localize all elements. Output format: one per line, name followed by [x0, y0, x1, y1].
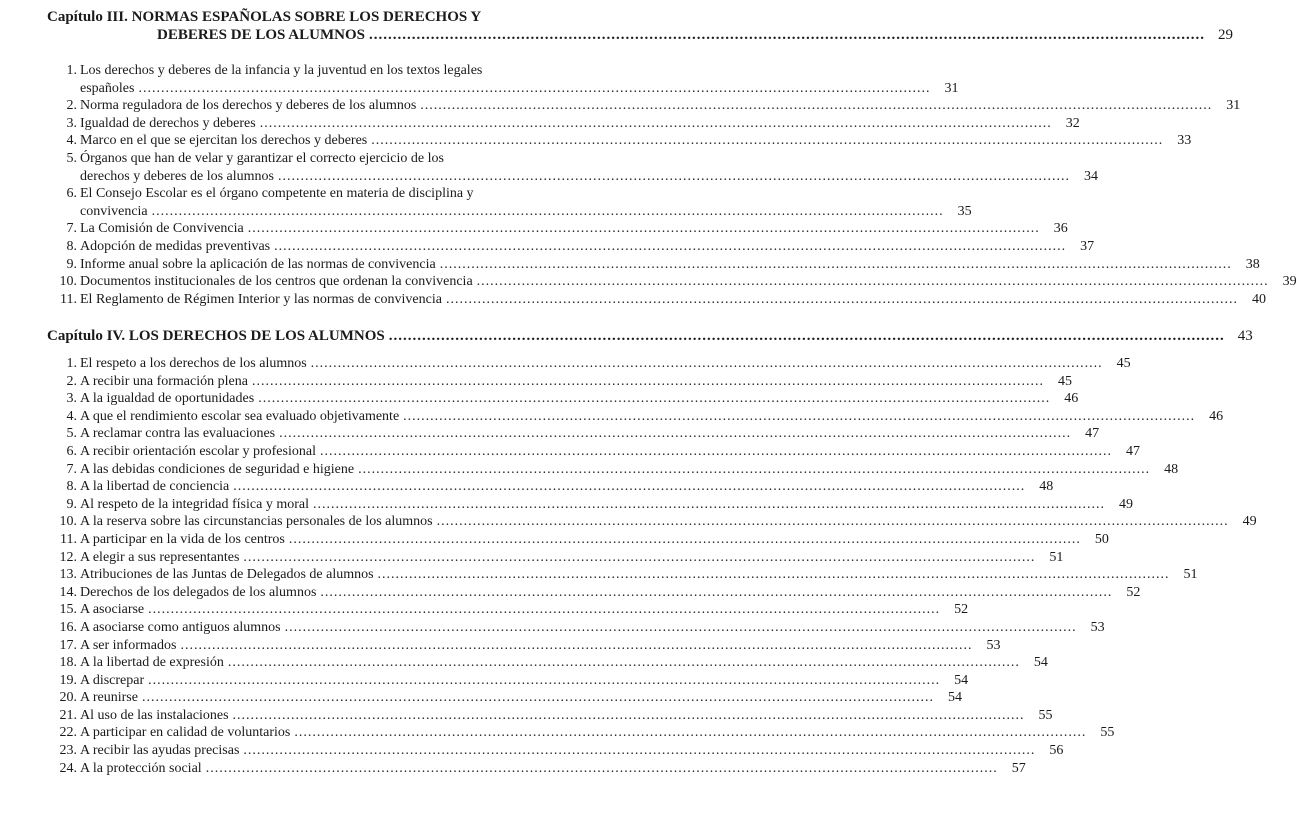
toc-entry	[47, 273, 1297, 291]
leader-dots	[313, 496, 1105, 514]
page-number: 36	[1053, 221, 1068, 237]
entry-number: 1.	[66, 356, 77, 371]
entry-body	[80, 760, 1026, 778]
chapter-4-heading	[47, 327, 1253, 345]
entry-title: A ser informados	[80, 637, 177, 653]
entry-title: Al uso de las instalaciones	[80, 707, 229, 723]
leader-dots	[420, 97, 1212, 115]
toc-entry	[47, 220, 1068, 238]
entry-number: 7.	[66, 221, 77, 237]
entry-title: Informe anual sobre la aplicación de las normas de convivencia	[80, 256, 436, 272]
toc-entry	[47, 461, 1179, 479]
leader-dots	[233, 478, 1025, 496]
entry-number: 8.	[66, 238, 77, 254]
leader-dots	[233, 707, 1025, 725]
toc-entry	[47, 408, 1224, 426]
entry-body	[80, 443, 1140, 461]
leader-dots	[243, 742, 1035, 760]
toc-entry	[47, 132, 1192, 150]
leader-dots	[285, 619, 1077, 637]
page-number: 57	[1011, 760, 1026, 776]
toc-entry	[47, 742, 1064, 760]
chapter-3-heading	[47, 8, 1233, 44]
page-number: 51	[1183, 567, 1198, 583]
entry-number: 3.	[66, 391, 77, 407]
page-number: 52	[1126, 584, 1141, 600]
entry-line	[80, 443, 1140, 461]
toc-entry	[47, 115, 1080, 133]
leader-dots	[148, 601, 940, 619]
entry-body	[80, 549, 1063, 567]
page-number: 43	[1237, 328, 1253, 344]
entry-body	[80, 689, 962, 707]
toc-entry	[47, 601, 969, 619]
entry-line	[80, 203, 972, 221]
entry-line	[80, 238, 1094, 256]
leader-dots	[248, 220, 1040, 238]
toc-entry	[47, 637, 1001, 655]
toc-entry	[47, 425, 1100, 443]
entry-number: 4.	[66, 133, 77, 149]
leader-dots	[440, 256, 1232, 274]
leader-dots	[378, 566, 1170, 584]
toc-entry	[47, 478, 1054, 496]
entry-body	[80, 619, 1105, 637]
entry-body	[80, 637, 1000, 655]
page-number: 38	[1245, 256, 1260, 272]
entry-body	[80, 256, 1260, 274]
entry-number: 24.	[59, 760, 77, 776]
page-number: 55	[1038, 707, 1053, 723]
leader-dots	[274, 238, 1066, 256]
entry-title: El respeto a los derechos de los alumnos	[80, 356, 307, 371]
entry-number: 2.	[66, 98, 77, 114]
leader-dots	[320, 584, 1112, 602]
page-number: 29	[1217, 27, 1233, 43]
entry-title: A la igualdad de oportunidades	[80, 391, 255, 407]
entry-line	[80, 672, 968, 690]
entry-number: 6.	[66, 186, 77, 202]
page-number: 39	[1282, 274, 1297, 290]
entry-body	[80, 461, 1178, 479]
entry-body	[80, 150, 1098, 185]
entry-title: A asociarse	[80, 602, 145, 618]
entry-line	[80, 724, 1114, 742]
toc-entry	[47, 373, 1072, 391]
page-number: 54	[954, 672, 969, 688]
toc-entry	[47, 97, 1241, 115]
entry-body	[80, 425, 1099, 443]
toc-entry	[47, 256, 1260, 274]
entry-number: 11.	[60, 531, 77, 547]
leader-dots	[320, 443, 1112, 461]
entry-title: A la libertad de conciencia	[80, 479, 230, 495]
toc-entry	[47, 549, 1064, 567]
entry-title: Órganos que han de velar y garantizar el correcto ejercicio de los	[80, 150, 444, 166]
entry-line	[80, 619, 1105, 637]
entry-body	[80, 390, 1078, 408]
entry-number: 14.	[59, 584, 77, 600]
entry-line	[80, 513, 1257, 531]
entry-number: 2.	[66, 373, 77, 389]
page-number: 45	[1116, 356, 1131, 371]
entry-title: A recibir una formación plena	[80, 373, 248, 389]
toc-entry	[47, 672, 969, 690]
page-number: 31	[944, 80, 959, 96]
entry-number: 22.	[59, 725, 77, 741]
entry-line	[80, 707, 1053, 725]
toc-entry	[47, 566, 1198, 584]
entry-number: 17.	[59, 637, 77, 653]
leader-dots	[437, 513, 1229, 531]
page-number: 37	[1080, 238, 1095, 254]
entry-title: convivencia	[80, 203, 148, 219]
entry-body	[80, 97, 1240, 115]
toc-entry	[47, 150, 1098, 185]
entry-body	[80, 355, 1131, 373]
page-number: 40	[1251, 291, 1266, 307]
entry-line	[80, 742, 1063, 760]
entry-body	[80, 531, 1109, 549]
entry-title: El Consejo Escolar es el órgano competente en materia de disciplina y	[80, 186, 474, 202]
page-number: 48	[1039, 479, 1054, 495]
leader-dots	[260, 115, 1052, 133]
entry-title: A reunirse	[80, 690, 138, 706]
leader-dots	[152, 203, 944, 221]
entry-title: Norma reguladora de los derechos y deberes de los alumnos	[80, 98, 417, 114]
entry-number: 4.	[66, 408, 77, 424]
entry-title: Adopción de medidas preventivas	[80, 238, 271, 254]
entry-body	[80, 238, 1094, 256]
entry-line	[80, 425, 1099, 443]
entry-body	[80, 373, 1072, 391]
entry-title: A las debidas condiciones de seguridad e higiene	[80, 461, 355, 477]
entry-body	[80, 62, 958, 97]
page-number: 53	[1090, 619, 1105, 635]
entry-number: 1.	[66, 63, 77, 78]
entry-number: 3.	[66, 115, 77, 131]
entry-title: El Reglamento de Régimen Interior y las normas de convivencia	[80, 291, 442, 307]
toc-entry	[47, 355, 1131, 373]
entry-line	[80, 220, 1068, 238]
entry-line	[80, 115, 1080, 133]
entry-number: 9.	[66, 256, 77, 272]
leader-dots	[289, 531, 1081, 549]
leader-dots	[228, 654, 1020, 672]
entry-body	[80, 496, 1133, 514]
toc-entry	[47, 513, 1257, 531]
leader-dots	[138, 80, 930, 98]
toc-entry	[47, 185, 972, 220]
entry-body	[80, 291, 1266, 309]
entry-line	[80, 97, 1240, 115]
entry-line	[80, 566, 1198, 584]
page-number: 54	[947, 690, 962, 706]
entry-number: 10.	[59, 514, 77, 530]
toc-entry	[47, 707, 1053, 725]
leader-dots	[371, 132, 1163, 150]
page-number: 55	[1100, 725, 1115, 741]
entry-number: 7.	[66, 461, 77, 477]
entry-number: 6.	[66, 443, 77, 459]
entry-line	[80, 654, 1048, 672]
chapter-title: DEBERES DE LOS ALUMNOS	[157, 27, 365, 43]
entry-number: 10.	[59, 274, 77, 290]
entry-body	[80, 601, 968, 619]
page-number: 56	[1049, 743, 1064, 759]
page-number: 48	[1164, 461, 1179, 477]
chapter-4-entries	[47, 355, 1257, 777]
entry-title: Documentos institucionales de los centros que ordenan la convivencia	[80, 274, 473, 290]
entry-title: Atribuciones de las Juntas de Delegados de alumnos	[80, 567, 374, 583]
page-number: 32	[1065, 115, 1080, 131]
entry-line	[80, 760, 1026, 778]
entry-line	[80, 408, 1223, 426]
entry-line	[80, 549, 1063, 567]
entry-body	[80, 408, 1223, 426]
page-number: 35	[957, 203, 972, 219]
entry-number: 15.	[59, 602, 77, 618]
page-number: 34	[1084, 168, 1098, 184]
leader-dots	[148, 672, 940, 690]
leader-dots	[243, 549, 1035, 567]
toc-entry	[47, 390, 1079, 408]
entry-number: 18.	[59, 655, 77, 671]
entry-line	[80, 80, 958, 98]
entry-title: Derechos de los delegados de los alumnos	[80, 584, 317, 600]
entry-title: A participar en calidad de voluntarios	[80, 725, 291, 741]
entry-number: 8.	[66, 479, 77, 495]
leader-dots	[278, 168, 1070, 186]
page-number: 49	[1242, 514, 1257, 530]
leader-dots	[294, 724, 1086, 742]
entry-line	[80, 132, 1191, 150]
entry-title: Los derechos y deberes de la infancia y la juventud en los textos legales	[80, 63, 483, 78]
page-number: 33	[1177, 133, 1192, 149]
entry-body	[80, 478, 1053, 496]
entry-body	[80, 724, 1114, 742]
entry-number: 5.	[66, 150, 77, 166]
entry-number: 21.	[59, 707, 77, 723]
toc-entry	[47, 689, 962, 707]
leader-dots	[206, 760, 998, 778]
entry-line	[80, 478, 1053, 496]
entry-title: Igualdad de derechos y deberes	[80, 115, 256, 131]
leader-dots	[358, 461, 1150, 479]
toc-entry	[47, 531, 1109, 549]
page-number: 31	[1226, 98, 1241, 114]
entry-line	[80, 689, 962, 707]
leader-dots	[252, 373, 1044, 391]
toc-entry	[47, 443, 1140, 461]
chapter-title: Capítulo III. NORMAS ESPAÑOLAS SOBRE LOS DERECHOS Y	[47, 9, 482, 25]
leader-dots	[311, 355, 1103, 373]
toc-entry	[47, 584, 1141, 602]
entry-body	[80, 654, 1048, 672]
entry-body	[80, 132, 1191, 150]
entry-number: 19.	[59, 672, 77, 688]
page-number: 53	[986, 637, 1001, 653]
entry-body	[80, 742, 1063, 760]
entry-number: 12.	[59, 549, 77, 565]
entry-body	[80, 115, 1080, 133]
entry-body	[80, 513, 1257, 531]
page-number: 54	[1033, 655, 1048, 671]
toc-entry	[47, 654, 1048, 672]
chapter-3-entries	[47, 62, 1297, 308]
entry-number: 11.	[60, 291, 77, 307]
entry-title: Al respeto de la integridad física y moral	[80, 496, 309, 512]
toc-entry	[47, 760, 1026, 778]
entry-body	[80, 584, 1140, 602]
entry-number: 5.	[66, 426, 77, 442]
leader-dots	[446, 291, 1238, 309]
toc-entry	[47, 62, 959, 97]
leader-dots	[279, 425, 1071, 443]
entry-body	[80, 672, 968, 690]
entry-title: españoles	[80, 80, 135, 96]
entry-title: A que el rendimiento escolar sea evaluado objetivamente	[80, 408, 400, 424]
entry-number: 9.	[66, 496, 77, 512]
entry-body	[80, 707, 1053, 725]
entry-body	[80, 220, 1068, 238]
page-number: 45	[1057, 373, 1072, 389]
entry-title: La Comisión de Convivencia	[80, 221, 244, 237]
entry-number: 13.	[59, 567, 77, 583]
entry-line	[80, 291, 1266, 309]
entry-line	[80, 390, 1078, 408]
entry-title: A asociarse como antiguos alumnos	[80, 619, 281, 635]
entry-line	[80, 584, 1140, 602]
entry-line	[80, 496, 1133, 514]
leader-dots	[258, 390, 1050, 408]
entry-line	[80, 637, 1000, 655]
page-number: 52	[954, 602, 969, 618]
page-number: 49	[1118, 496, 1133, 512]
toc-entry	[47, 619, 1105, 637]
toc-entry	[47, 238, 1095, 256]
entry-title: A participar en la vida de los centros	[80, 531, 285, 547]
entry-title: A la reserva sobre las circunstancias personales de los alumnos	[80, 514, 433, 530]
entry-number: 23.	[59, 743, 77, 759]
entry-title: A recibir las ayudas precisas	[80, 743, 240, 759]
entry-title: A discrepar	[80, 672, 145, 688]
entry-title: A elegir a sus representantes	[80, 549, 240, 565]
leader-dots	[477, 273, 1269, 291]
leader-dots	[389, 327, 1225, 345]
entry-line	[80, 355, 1131, 373]
entry-line	[80, 461, 1178, 479]
entry-line	[80, 531, 1109, 549]
entry-title: A la libertad de expresión	[80, 655, 224, 671]
entry-body	[80, 273, 1297, 291]
leader-dots	[369, 26, 1205, 44]
entry-body	[80, 566, 1198, 584]
entry-title: A recibir orientación escolar y profesional	[80, 443, 316, 459]
page-number: 47	[1085, 426, 1100, 442]
entry-title: A la protección social	[80, 760, 202, 776]
page-number: 47	[1125, 443, 1140, 459]
leader-dots	[142, 689, 934, 707]
leader-dots	[180, 637, 972, 655]
leader-dots	[403, 408, 1195, 426]
entry-number: 20.	[59, 690, 77, 706]
entry-title: A reclamar contra las evaluaciones	[80, 426, 276, 442]
chapter-title: Capítulo IV. LOS DERECHOS DE LOS ALUMNOS	[47, 328, 385, 344]
entry-line	[80, 256, 1260, 274]
entry-line	[80, 373, 1072, 391]
entry-title: derechos y deberes de los alumnos	[80, 168, 274, 184]
page-number: 46	[1209, 408, 1224, 424]
entry-line	[80, 601, 968, 619]
page-number: 46	[1064, 391, 1079, 407]
page-number: 50	[1094, 531, 1109, 547]
entry-title: Marco en el que se ejercitan los derechos y deberes	[80, 133, 368, 149]
toc-entry	[47, 724, 1115, 742]
entry-number: 16.	[59, 619, 77, 635]
entry-body	[80, 185, 972, 220]
entry-line	[80, 273, 1297, 291]
toc-entry	[47, 291, 1266, 309]
page-number: 51	[1049, 549, 1064, 565]
entry-line	[80, 168, 1098, 186]
toc-entry	[47, 496, 1133, 514]
